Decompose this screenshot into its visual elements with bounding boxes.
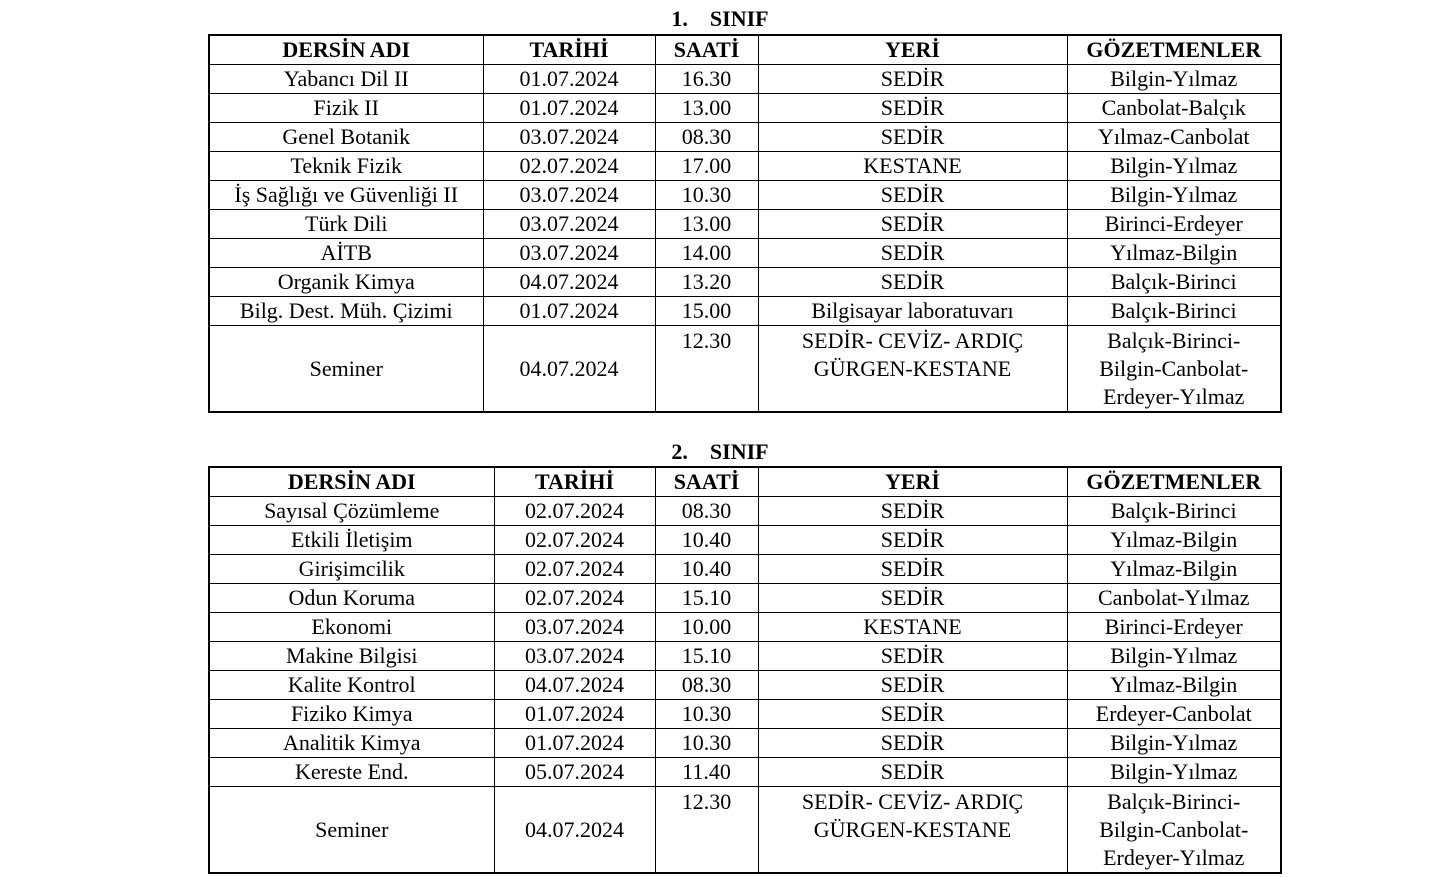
header-proctors: GÖZETMENLER: [1067, 35, 1281, 65]
exam-place: SEDİR: [758, 700, 1067, 729]
table-row: [209, 94, 1281, 123]
exam-proctors: Balçık-Birinci: [1067, 268, 1281, 297]
seminer-proctors: [1067, 326, 1281, 413]
exam-time: 16.30: [655, 65, 758, 94]
table-row: [209, 268, 1281, 297]
exam-date: 02.07.2024: [494, 584, 655, 613]
table-row: [209, 555, 1281, 584]
table-header-row: [209, 467, 1281, 497]
seminer-name: Seminer: [209, 326, 483, 413]
exam-time: 14.00: [655, 239, 758, 268]
exam-date: 02.07.2024: [494, 555, 655, 584]
exam-proctors: Balçık-Birinci: [1067, 497, 1281, 526]
table-body: [209, 497, 1281, 787]
seminer-time: 12.30: [655, 326, 758, 413]
exam-proctors: Birinci-Erdeyer: [1067, 210, 1281, 239]
seminer-time: 12.30: [655, 787, 758, 874]
exam-place: SEDİR: [758, 94, 1067, 123]
exam-time: 15.00: [655, 297, 758, 326]
header-time: SAATİ: [655, 35, 758, 65]
table-row: [209, 152, 1281, 181]
seminer-name: Seminer: [209, 787, 494, 874]
seminer-place-line: GÜRGEN-KESTANE: [813, 356, 1012, 381]
exam-date: 02.07.2024: [483, 152, 655, 181]
exam-place: SEDİR: [758, 239, 1067, 268]
exam-date: 02.07.2024: [494, 526, 655, 555]
header-course: DERSİN ADI: [209, 35, 483, 65]
exam-time: 10.30: [655, 700, 758, 729]
exam-time: 10.30: [655, 729, 758, 758]
exam-place: SEDİR: [758, 758, 1067, 787]
exam-proctors: Bilgin-Yılmaz: [1067, 729, 1281, 758]
exam-date: 03.07.2024: [494, 613, 655, 642]
seminer-proctor-line: Balçık-Birinci-: [1107, 789, 1241, 814]
exam-proctors: Canbolat-Balçık: [1067, 94, 1281, 123]
exam-proctors: Erdeyer-Canbolat: [1067, 700, 1281, 729]
exam-time: 10.30: [655, 181, 758, 210]
course-name: Kereste End.: [209, 758, 494, 787]
header-date: TARİHİ: [494, 467, 655, 497]
exam-proctors: Bilgin-Yılmaz: [1067, 642, 1281, 671]
table-row: [209, 584, 1281, 613]
section-2-number: 2.: [671, 439, 688, 464]
exam-time: 13.20: [655, 268, 758, 297]
exam-place: SEDİR: [758, 555, 1067, 584]
header-course: DERSİN ADI: [209, 467, 494, 497]
exam-proctors: Bilgin-Yılmaz: [1067, 181, 1281, 210]
exam-place: SEDİR: [758, 65, 1067, 94]
course-name: Odun Koruma: [209, 584, 494, 613]
section-1-label: SINIF: [709, 6, 769, 31]
course-name: Yabancı Dil II: [209, 65, 483, 94]
course-name: Teknik Fizik: [209, 152, 483, 181]
exam-place: SEDİR: [758, 642, 1067, 671]
exam-date: 03.07.2024: [483, 210, 655, 239]
exam-place: SEDİR: [758, 671, 1067, 700]
exam-table-1: [208, 34, 1282, 413]
table-row-seminer: [209, 326, 1281, 413]
seminer-proctor-line: Bilgin-Canbolat-: [1099, 817, 1249, 842]
seminer-date: 04.07.2024: [494, 787, 655, 874]
exam-place: KESTANE: [758, 613, 1067, 642]
table-row-seminer: [209, 787, 1281, 874]
exam-place: SEDİR: [758, 497, 1067, 526]
course-name: Fizik II: [209, 94, 483, 123]
exam-proctors: Bilgin-Yılmaz: [1067, 65, 1281, 94]
exam-proctors: Yılmaz-Bilgin: [1067, 555, 1281, 584]
course-name: Kalite Kontrol: [209, 671, 494, 700]
exam-date: 03.07.2024: [483, 123, 655, 152]
exam-proctors: Yılmaz-Bilgin: [1067, 671, 1281, 700]
seminer-place-line: GÜRGEN-KESTANE: [813, 817, 1012, 842]
exam-time: 10.00: [655, 613, 758, 642]
exam-date: 05.07.2024: [494, 758, 655, 787]
exam-time: 15.10: [655, 584, 758, 613]
exam-place: KESTANE: [758, 152, 1067, 181]
exam-time: 08.30: [655, 671, 758, 700]
exam-time: 15.10: [655, 642, 758, 671]
table-row: [209, 123, 1281, 152]
seminer-place-line: SEDİR- CEVİZ- ARDIÇ: [801, 789, 1024, 814]
exam-date: 01.07.2024: [483, 65, 655, 94]
table-row: [209, 239, 1281, 268]
table-row: [209, 700, 1281, 729]
course-name: İş Sağlığı ve Güvenliği II: [209, 181, 483, 210]
exam-date: 04.07.2024: [483, 268, 655, 297]
seminer-proctor-line: Bilgin-Canbolat-: [1099, 356, 1249, 381]
exam-proctors: Balçık-Birinci: [1067, 297, 1281, 326]
exam-proctors: Canbolat-Yılmaz: [1067, 584, 1281, 613]
seminer-date: 04.07.2024: [483, 326, 655, 413]
exam-place: SEDİR: [758, 181, 1067, 210]
exam-date: 04.07.2024: [494, 671, 655, 700]
exam-proctors: Bilgin-Yılmaz: [1067, 758, 1281, 787]
table-row: [209, 758, 1281, 787]
exam-time: 13.00: [655, 210, 758, 239]
exam-time: 13.00: [655, 94, 758, 123]
exam-date: 02.07.2024: [494, 497, 655, 526]
table-row: [209, 671, 1281, 700]
exam-date: 03.07.2024: [494, 642, 655, 671]
exam-time: 08.30: [655, 497, 758, 526]
exam-time: 11.40: [655, 758, 758, 787]
table-row: [209, 642, 1281, 671]
exam-time: 08.30: [655, 123, 758, 152]
seminer-proctor-line: Erdeyer-Yılmaz: [1103, 845, 1245, 870]
exam-time: 10.40: [655, 526, 758, 555]
exam-proctors: Yılmaz-Bilgin: [1067, 526, 1281, 555]
exam-date: 03.07.2024: [483, 181, 655, 210]
course-name: Girişimcilik: [209, 555, 494, 584]
header-place: YERİ: [758, 35, 1067, 65]
table-row: [209, 210, 1281, 239]
table-body: [209, 65, 1281, 326]
table-row: [209, 613, 1281, 642]
table-row: [209, 65, 1281, 94]
exam-place: SEDİR: [758, 526, 1067, 555]
seminer-proctor-line: Erdeyer-Yılmaz: [1103, 384, 1245, 409]
header-date: TARİHİ: [483, 35, 655, 65]
exam-date: 01.07.2024: [483, 297, 655, 326]
seminer-place: [758, 326, 1067, 413]
section-1-title: [0, 6, 1440, 32]
table-row: [209, 181, 1281, 210]
table-row: [209, 297, 1281, 326]
course-name: Genel Botanik: [209, 123, 483, 152]
exam-date: 01.07.2024: [494, 729, 655, 758]
exam-proctors: Yılmaz-Canbolat: [1067, 123, 1281, 152]
section-1-number: 1.: [671, 6, 688, 31]
course-name: Türk Dili: [209, 210, 483, 239]
course-name: Bilg. Dest. Müh. Çizimi: [209, 297, 483, 326]
course-name: Sayısal Çözümleme: [209, 497, 494, 526]
exam-place: SEDİR: [758, 123, 1067, 152]
header-place: YERİ: [758, 467, 1067, 497]
course-name: Etkili İletişim: [209, 526, 494, 555]
table-row: [209, 526, 1281, 555]
exam-place: SEDİR: [758, 729, 1067, 758]
exam-place: SEDİR: [758, 210, 1067, 239]
course-name: Fiziko Kimya: [209, 700, 494, 729]
exam-date: 03.07.2024: [483, 239, 655, 268]
section-2-label: SINIF: [709, 439, 769, 464]
exam-place: SEDİR: [758, 584, 1067, 613]
seminer-proctors: [1067, 787, 1281, 874]
exam-proctors: Yılmaz-Bilgin: [1067, 239, 1281, 268]
exam-table-2: [208, 466, 1282, 874]
exam-date: 01.07.2024: [483, 94, 655, 123]
seminer-place: [758, 787, 1067, 874]
seminer-place-line: SEDİR- CEVİZ- ARDIÇ: [801, 328, 1024, 353]
header-time: SAATİ: [655, 467, 758, 497]
course-name: Makine Bilgisi: [209, 642, 494, 671]
header-proctors: GÖZETMENLER: [1067, 467, 1281, 497]
exam-time: 17.00: [655, 152, 758, 181]
seminer-proctor-line: Balçık-Birinci-: [1107, 328, 1241, 353]
exam-proctors: Birinci-Erdeyer: [1067, 613, 1281, 642]
section-2-title: [0, 439, 1440, 465]
exam-time: 10.40: [655, 555, 758, 584]
course-name: AİTB: [209, 239, 483, 268]
exam-place: SEDİR: [758, 268, 1067, 297]
table-row: [209, 497, 1281, 526]
course-name: Analitik Kimya: [209, 729, 494, 758]
exam-proctors: Bilgin-Yılmaz: [1067, 152, 1281, 181]
table-row: [209, 729, 1281, 758]
exam-date: 01.07.2024: [494, 700, 655, 729]
table-header-row: [209, 35, 1281, 65]
exam-place: Bilgisayar laboratuvarı: [758, 297, 1067, 326]
course-name: Organik Kimya: [209, 268, 483, 297]
course-name: Ekonomi: [209, 613, 494, 642]
